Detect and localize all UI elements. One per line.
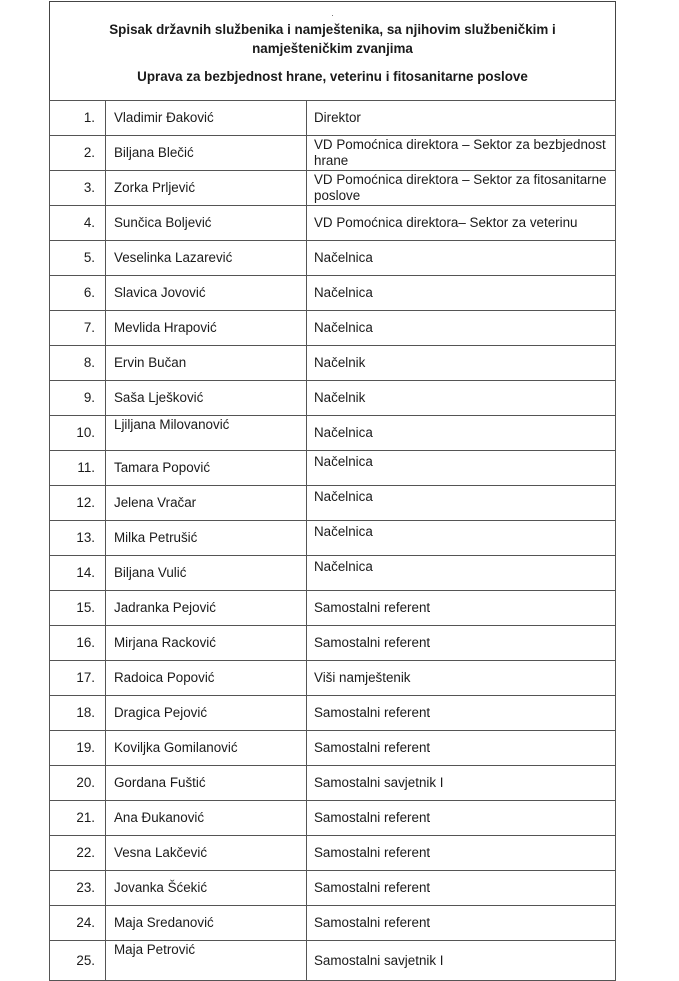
table-row [50,871,616,906]
employee-name: Ljiljana Milovanović [106,416,307,451]
employee-name: Ana Đukanović [106,801,307,836]
employee-name: Vesna Lakčević [106,836,307,871]
employee-title: Samostalni referent [307,696,616,731]
employee-name: Maja Petrović [106,941,307,981]
table-row [50,486,616,521]
table-row [50,661,616,696]
employee-name: Milka Petrušić [106,521,307,556]
row-number: 21. [50,801,106,836]
table-row [50,276,616,311]
employee-name: Tamara Popović [106,451,307,486]
document-page [49,1,616,981]
employee-name: Mirjana Racković [106,626,307,661]
employee-title: Načelnica [307,276,616,311]
employee-title: VD Pomoćnica direktora – Sektor za bezbjednost hrane [307,136,616,171]
employee-name: Sunčica Boljević [106,206,307,241]
row-number: 11. [50,451,106,486]
table-row [50,591,616,626]
document-header [49,1,616,100]
employee-name: Maja Sredanović [106,906,307,941]
table-row [50,311,616,346]
row-number: 10. [50,416,106,451]
employee-name: Radoica Popović [106,661,307,696]
employee-name: Saša Lješković [106,381,307,416]
table-row [50,451,616,486]
employee-title: Samostalni referent [307,906,616,941]
employee-title: Samostalni referent [307,591,616,626]
employee-name: Ervin Bučan [106,346,307,381]
employee-title: Načelnica [307,556,616,591]
employee-name: Jovanka Šćekić [106,871,307,906]
table-row [50,906,616,941]
row-number: 3. [50,171,106,206]
employee-title: VD Pomoćnica direktora – Sektor za fitosanitarne poslove [307,171,616,206]
employee-title: Samostalni referent [307,626,616,661]
row-number: 7. [50,311,106,346]
row-number: 19. [50,731,106,766]
table-row [50,381,616,416]
employee-title: Samostalni referent [307,836,616,871]
table-row [50,801,616,836]
employee-title: Direktor [307,101,616,136]
row-number: 25. [50,941,106,981]
employee-title: Načelnik [307,346,616,381]
employee-name: Jelena Vračar [106,486,307,521]
row-number: 20. [50,766,106,801]
table-row [50,206,616,241]
employee-name: Dragica Pejović [106,696,307,731]
row-number: 12. [50,486,106,521]
row-number: 4. [50,206,106,241]
employee-name: Veselinka Lazarević [106,241,307,276]
table-row [50,136,616,171]
employee-name: Zorka Prljević [106,171,307,206]
row-number: 24. [50,906,106,941]
employee-name: Gordana Fuštić [106,766,307,801]
table-row [50,241,616,276]
employee-title: Samostalni referent [307,731,616,766]
employee-title: Načelnik [307,381,616,416]
employee-title: Viši namještenik [307,661,616,696]
document-subtitle: Uprava za bezbjednost hrane, veterinu i fitosanitarne poslove [137,69,528,84]
header-dot: . [331,9,334,18]
employee-title: Načelnica [307,241,616,276]
employee-name: Mevlida Hrapović [106,311,307,346]
employee-name: Vladimir Đaković [106,101,307,136]
row-number: 13. [50,521,106,556]
employee-title: Samostalni referent [307,871,616,906]
row-number: 16. [50,626,106,661]
table-row [50,101,616,136]
table-row [50,766,616,801]
table-row [50,941,616,981]
table-row [50,626,616,661]
employee-name: Slavica Jovović [106,276,307,311]
row-number: 15. [50,591,106,626]
table-row [50,836,616,871]
row-number: 9. [50,381,106,416]
row-number: 1. [50,101,106,136]
employee-name: Koviljka Gomilanović [106,731,307,766]
table-row [50,521,616,556]
employee-name: Jadranka Pejović [106,591,307,626]
employee-table [49,100,616,981]
row-number: 22. [50,836,106,871]
row-number: 8. [50,346,106,381]
row-number: 14. [50,556,106,591]
employee-title: Samostalni savjetnik I [307,941,616,981]
row-number: 2. [50,136,106,171]
row-number: 17. [50,661,106,696]
employee-title: Načelnica [307,451,616,486]
employee-title: Načelnica [307,311,616,346]
row-number: 18. [50,696,106,731]
row-number: 23. [50,871,106,906]
employee-title: Načelnica [307,521,616,556]
employee-name: Biljana Blečić [106,136,307,171]
row-number: 6. [50,276,106,311]
employee-name: Biljana Vulić [106,556,307,591]
table-row [50,556,616,591]
table-row [50,696,616,731]
employee-title: Samostalni savjetnik I [307,766,616,801]
table-row [50,416,616,451]
employee-title: VD Pomoćnica direktora– Sektor za veterinu [307,206,616,241]
table-row [50,171,616,206]
document-title: Spisak državnih službenika i namještenika, sa njihovim službeničkim i namješteničkim zvanjima [109,22,556,56]
employee-title: Načelnica [307,486,616,521]
employee-title: Samostalni referent [307,801,616,836]
table-row [50,731,616,766]
row-number: 5. [50,241,106,276]
employee-title: Načelnica [307,416,616,451]
table-row [50,346,616,381]
